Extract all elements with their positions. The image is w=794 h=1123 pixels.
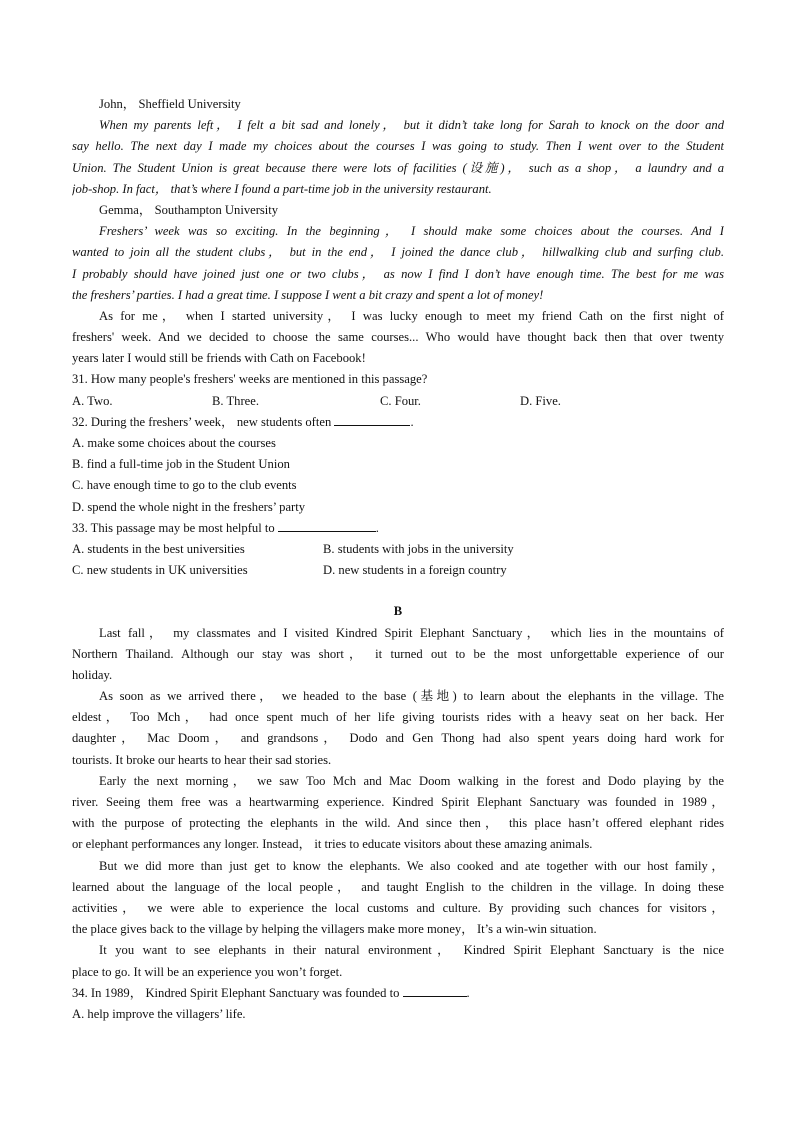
passage-line: learned about the language of the local people， and taught English to the children in the village. In doing these — [72, 879, 724, 894]
exam-page — [72, 94, 724, 1025]
passage-line: with the purpose of protecting the elephants in the wild. And since then， this place hasn’t offered elephant rides — [72, 816, 724, 831]
question-34-stem: 34. In 1989， Kindred Spirit Elephant Sanctuary was founded to . — [72, 983, 724, 1004]
passage-line: Union. The Student Union is great because there were lots of facilities (设施)， such as a shop， a laundry and a — [72, 160, 724, 175]
question-33-stem: 33. This passage may be most helpful to . — [72, 518, 724, 539]
option-d: D. spend the whole night in the freshers’ party — [72, 499, 306, 514]
passage-line: I probably should have joined just one or two clubs， as now I find I don’t have enough time. The best for me was — [72, 266, 724, 281]
answer-blank — [334, 412, 410, 426]
option-b: B. Three. — [212, 393, 259, 408]
option-c: C. new students in UK universities — [72, 563, 248, 578]
question-31-stem: 31. How many people's freshers' weeks are mentioned in this passage? — [72, 372, 428, 387]
option-a: A. help improve the villagers’ life. — [72, 1006, 246, 1021]
passage-line: holiday. — [72, 667, 113, 682]
question-33-options-row2 — [72, 560, 724, 581]
option-a: A. Two. — [72, 393, 113, 408]
option-a: A. students in the best universities — [72, 541, 245, 556]
passage-line: job-shop. In fact， that’s where I found a part-time job in the university restaurant. — [72, 181, 492, 196]
passage-line: or elephant performances any longer. Instead， it tries to educate visitors about these amazing animals. — [72, 837, 593, 852]
option-d: D. Five. — [520, 393, 561, 408]
option-b: B. find a full-time job in the Student Union — [72, 457, 290, 472]
answer-blank — [278, 518, 376, 532]
passage-line: But we did more than just get to know the elephants. We also cooked and ate together with our host family， — [99, 858, 724, 873]
passage-line: say hello. The next day I made my choices about the courses I was going to study. Then I went over to the Student — [72, 139, 724, 154]
question-33-options-row1 — [72, 539, 724, 560]
option-c: C. Four. — [380, 393, 421, 408]
passage-line: eldest， Too Mch， had once spent much of her life giving tourists rides with a heavy seat on her back. Her — [72, 710, 724, 725]
passage-line: Freshers’ week was so exciting. In the beginning， I should make some choices about the courses. And I — [99, 224, 724, 239]
passage-line: the freshers’ parties. I had a great time. I suppose I went a bit crazy and spent a lot of money! — [72, 287, 544, 302]
option-d: D. new students in a foreign country — [323, 563, 507, 578]
passage-line: wanted to join all the student clubs， but in the end， I joined the dance club， hillwalking club and surfing club. — [72, 245, 724, 260]
passage-line: As for me， when I started university， I was lucky enough to meet my friend Cath on the first night of — [99, 308, 724, 323]
answer-blank — [403, 983, 467, 997]
passage-line: Northern Thailand. Although our stay was short， it turned out to be the most unforgettable experience of our — [72, 646, 724, 661]
passage-line: tourists. It broke our hearts to hear their sad stories. — [72, 752, 332, 767]
option-b: B. students with jobs in the university — [323, 541, 514, 556]
passage-line: the place gives back to the village by helping the villagers make more money， It’s a win-win situation. — [72, 922, 597, 937]
passage-line: Early the next morning， we saw Too Mch and Mac Doom walking in the forest and Dodo playing by the — [99, 773, 724, 788]
section-heading-b: B — [393, 604, 403, 619]
passage-line: freshers' week. And we decided to choose the same courses... Who would have thought back then that over twenty — [72, 330, 724, 345]
question-32-stem: 32. During the freshers’ week， new students often . — [72, 412, 724, 433]
passage-line: It you want to see elephants in their natural environment， Kindred Spirit Elephant Sanctuary is the nice — [99, 943, 724, 958]
passage-line: As soon as we arrived there， we headed to the base (基地) to learn about the elephants in the village. The — [99, 689, 724, 704]
passage-line: activities， we were able to experience the local customs and culture. By providing such chances for visitors， — [72, 900, 724, 915]
option-a: A. make some choices about the courses — [72, 436, 276, 450]
passage-line: When my parents left， I felt a bit sad and lonely， but it didn’t take long for Sarah to knock on the door and — [99, 118, 724, 133]
passage-line: Last fall， my classmates and I visited Kindred Spirit Elephant Sanctuary， which lies in the mountains of — [99, 625, 724, 640]
passage-line: years later I would still be friends with Cath on Facebook! — [72, 351, 366, 366]
passage-line: river. Seeing them free was a heartwarming experience. Kindred Spirit Elephant Sanctuary was founded in 1989， — [72, 795, 724, 809]
author-john: John， Sheffield University — [99, 97, 241, 111]
passage-line: daughter， Mac Doom， and grandsons， Dodo and Gen Thong had also spent years doing hard work for — [72, 731, 724, 746]
question-31-options — [72, 391, 724, 412]
option-c: C. have enough time to go to the club events — [72, 478, 297, 493]
author-gemma: Gemma， Southampton University — [99, 202, 279, 217]
passage-line: place to go. It will be an experience you won’t forget. — [72, 964, 343, 979]
